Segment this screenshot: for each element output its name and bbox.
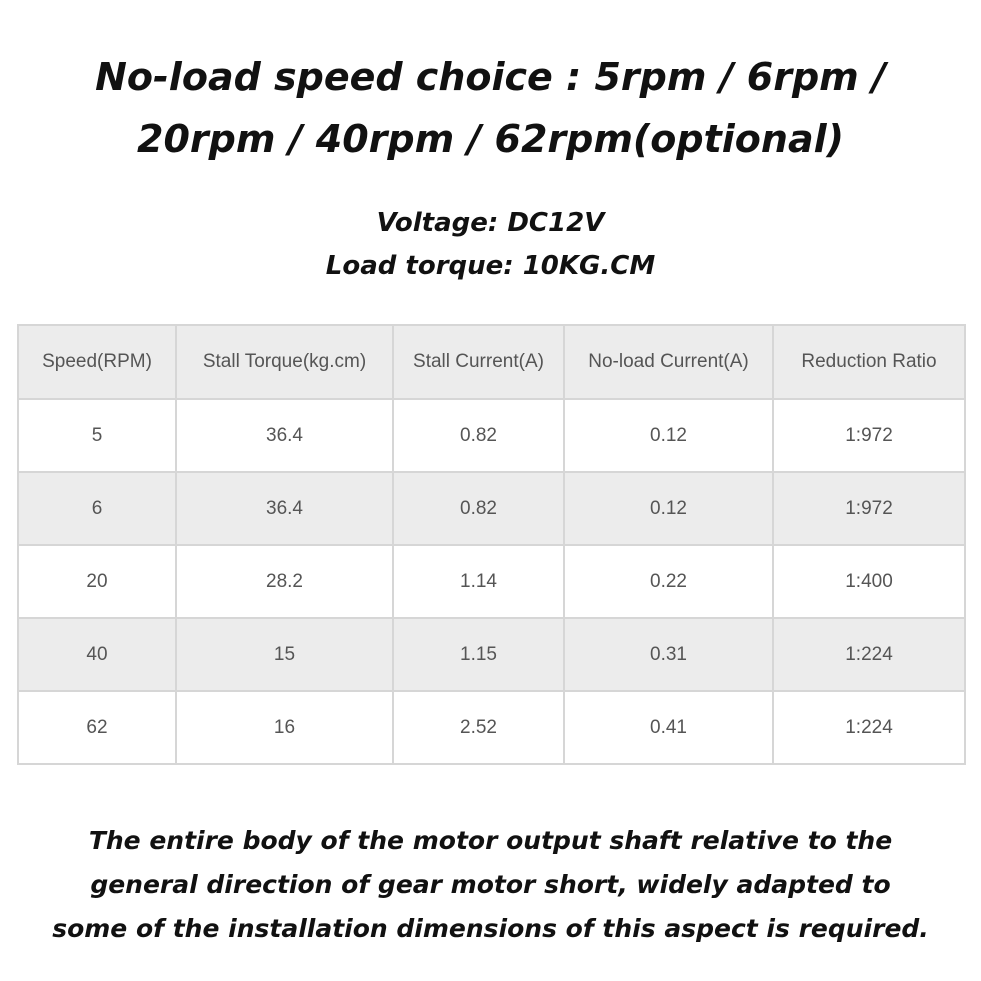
table-row (18, 691, 965, 764)
header-stall-current: Stall Current(A) (393, 325, 564, 399)
header-no-load-current: No-load Current(A) (564, 325, 773, 399)
cell-speed: 6 (18, 472, 176, 545)
header-speed: Speed(RPM) (18, 325, 176, 399)
cell-stall-torque: 28.2 (176, 545, 393, 618)
cell-speed: 62 (18, 691, 176, 764)
cell-reduction-ratio: 1:972 (773, 399, 965, 472)
cell-stall-torque: 15 (176, 618, 393, 691)
description-text (0, 819, 981, 951)
title-line-1: No-load speed choice : 5rpm / 6rpm / (95, 55, 886, 99)
header-reduction-ratio: Reduction Ratio (773, 325, 965, 399)
cell-no-load-current: 0.12 (564, 399, 773, 472)
table-row (18, 472, 965, 545)
cell-stall-current: 0.82 (393, 399, 564, 472)
specifications-table (17, 324, 966, 765)
table-header-row (18, 325, 965, 399)
cell-stall-current: 2.52 (393, 691, 564, 764)
cell-speed: 5 (18, 399, 176, 472)
cell-no-load-current: 0.31 (564, 618, 773, 691)
cell-speed: 40 (18, 618, 176, 691)
cell-reduction-ratio: 1:400 (773, 545, 965, 618)
cell-stall-current: 0.82 (393, 472, 564, 545)
voltage-label: Voltage: DC12V (376, 208, 605, 238)
cell-stall-torque: 36.4 (176, 472, 393, 545)
cell-no-load-current: 0.12 (564, 472, 773, 545)
table-row (18, 399, 965, 472)
table-row (18, 618, 965, 691)
cell-reduction-ratio: 1:224 (773, 691, 965, 764)
cell-stall-current: 1.15 (393, 618, 564, 691)
header-stall-torque: Stall Torque(kg.cm) (176, 325, 393, 399)
title-line-2: 20rpm / 40rpm / 62rpm(optional) (137, 117, 844, 161)
description-line-3: some of the installation dimensions of this aspect is required. (52, 914, 929, 943)
load-torque-label: Load torque: 10KG.CM (325, 251, 656, 281)
description-line-2: general direction of gear motor short, widely adapted to (90, 870, 891, 899)
spec-summary (0, 202, 981, 288)
description-line-1: The entire body of the motor output shaft relative to the (88, 826, 893, 855)
page-title (0, 46, 981, 170)
cell-stall-torque: 36.4 (176, 399, 393, 472)
cell-reduction-ratio: 1:224 (773, 618, 965, 691)
cell-reduction-ratio: 1:972 (773, 472, 965, 545)
cell-stall-torque: 16 (176, 691, 393, 764)
cell-speed: 20 (18, 545, 176, 618)
cell-no-load-current: 0.22 (564, 545, 773, 618)
cell-stall-current: 1.14 (393, 545, 564, 618)
cell-no-load-current: 0.41 (564, 691, 773, 764)
table-row (18, 545, 965, 618)
